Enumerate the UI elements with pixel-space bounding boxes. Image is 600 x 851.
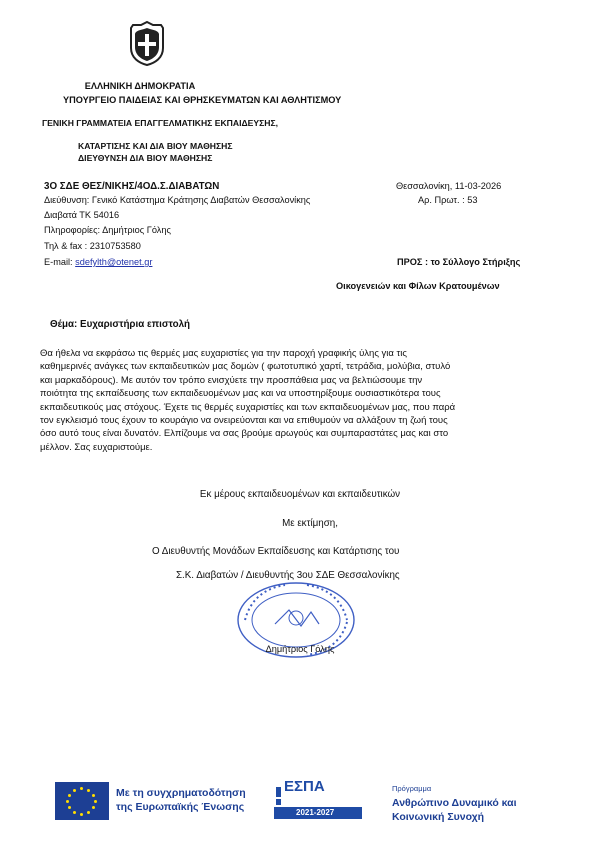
directorate-name: ΔΙΕΥΘΥΝΣΗ ΔΙΑ ΒΙΟΥ ΜΑΘΗΣΗΣ bbox=[78, 153, 213, 163]
secretariat-line-2: ΚΑΤΑΡΤΙΣΗΣ ΚΑΙ ΔΙΑ ΒΙΟΥ ΜΑΘΗΣΗΣ bbox=[78, 141, 233, 151]
sender-info: Πληροφορίες: Δημήτριος Γόλης bbox=[44, 225, 171, 235]
signatory-title-2: Σ.Κ. Διαβατών / Διευθυντής 3ου ΣΔΕ Θεσσαλονίκης bbox=[176, 570, 400, 581]
eu-text-line-1: Με τη συγχρηματοδότηση bbox=[116, 787, 246, 799]
regards-line: Με εκτίμηση, bbox=[282, 518, 338, 529]
sender-unit bbox=[44, 180, 344, 193]
espa-years: 2021-2027 bbox=[296, 808, 335, 817]
signatory-title-1: Ο Διευθυντής Μονάδων Εκπαίδευσης και Κατάρτισης του bbox=[152, 546, 400, 557]
sender-email bbox=[44, 256, 304, 268]
body-line: ποιότητα της εκπαίδευσης των εκπαιδευομένων μας και να υποστηρίξουμε ουσιαστικότερα τους bbox=[40, 388, 441, 400]
sender-phone: Τηλ & fax : 2310753580 bbox=[44, 241, 141, 251]
recipient-line-2: Οικογενειών και Φίλων Κρατουμένων bbox=[336, 281, 500, 291]
eu-cofunding-text bbox=[116, 786, 266, 814]
body-line: και μαρκαδόρους). Με αυτόν τον τρόπο ενισχύετε την προσπάθεια μας να βελτιώσουμε την bbox=[40, 374, 423, 386]
subject-line: Θέμα: Ευχαριστήρια επιστολή bbox=[50, 319, 191, 330]
document-date: Θεσσαλονίκη, 11-03-2026 bbox=[396, 181, 502, 191]
sender-unit-text: 3Ο ΣΔΕ ΘΕΣ/ΝΙΚΗΣ/4ΟΔ.Σ.ΔΙΑΒΑΤΩΝ bbox=[44, 181, 220, 192]
secretariat-line-1: ΓΕΝΙΚΗ ΓΡΑΜΜΑΤΕΙΑ ΕΠΑΓΓΕΛΜΑΤΙΚΗΣ ΕΚΠΑΙΔΕΥΣΗΣ, bbox=[42, 118, 278, 128]
email-link[interactable]: sdefylth@otenet.gr bbox=[75, 257, 153, 267]
sender-address: Διεύθυνση: Γενικό Κατάστημα Κράτησης Διαβατών Θεσσαλονίκης bbox=[44, 195, 311, 205]
signatory-name: Δημήτριος Γόλης bbox=[265, 644, 335, 654]
program-label: Πρόγραμμα bbox=[392, 784, 432, 793]
country-name: ΕΛΛΗΝΙΚΗ ΔΗΜΟΚΡΑΤΙΑ bbox=[84, 81, 196, 91]
espa-name: ΕΣΠΑ bbox=[284, 778, 325, 795]
ministry-name: ΥΠΟΥΡΓΕΙΟ ΠΑΙΔΕΙΑΣ ΚΑΙ ΘΡΗΣΚΕΥΜΑΤΩΝ ΚΑΙ ΑΘΛΗΤΙΣΜΟΥ bbox=[63, 95, 342, 105]
body-line: εκπαιδευτικούς μας στόχους. Έχετε τις θερμές ευχαριστίες και των εκπαιδευομένων μας, που παρά bbox=[40, 401, 456, 413]
body-line: Θα ήθελα να εκφράσω τις θερμές μας ευχαριστίες για την παροχή γραφικής ύλης για τις bbox=[40, 348, 407, 359]
program-line-2: Κοινωνική Συνοχή bbox=[392, 811, 485, 823]
greek-coat-of-arms-icon bbox=[127, 20, 167, 66]
program-name bbox=[392, 796, 572, 824]
body-line: μέλλον. Σας ευχαριστούμε. bbox=[40, 441, 153, 453]
sender-city: Διαβατά ΤΚ 54016 bbox=[44, 210, 120, 220]
protocol-number: Αρ. Πρωτ. : 53 bbox=[418, 195, 478, 205]
letter-body bbox=[40, 347, 568, 454]
eu-text-line-2: της Ευρωπαϊκής Ένωσης bbox=[116, 801, 245, 813]
body-line: καθημερινές ανάγκες των εκπαιδευτικών μας δομών ( φωτοτυπικό χαρτί, τετράδια, μολύβια, στυλό bbox=[40, 361, 451, 373]
eu-flag-icon bbox=[55, 782, 109, 820]
program-line-1: Ανθρώπινο Δυναμικό και bbox=[392, 797, 517, 809]
email-label: E-mail: bbox=[44, 257, 73, 267]
body-line: όσο αυτό τους είναι δυνατόν. Ελπίζουμε να σας βρούμε αρωγούς και συμπαραστάτες μας και στο bbox=[40, 428, 449, 440]
on-behalf-line: Εκ μέρους εκπαιδευομένων και εκπαιδευτικών bbox=[199, 489, 401, 500]
recipient-line-1: ΠΡΟΣ : το Σύλλογο Στήριξης bbox=[397, 257, 521, 267]
body-line: τον εγκλεισμό τους έχουν το κουράγιο να ονειρεύονται και να επιθυμούν να αλλάξουν τη ζωή τους bbox=[40, 415, 448, 427]
